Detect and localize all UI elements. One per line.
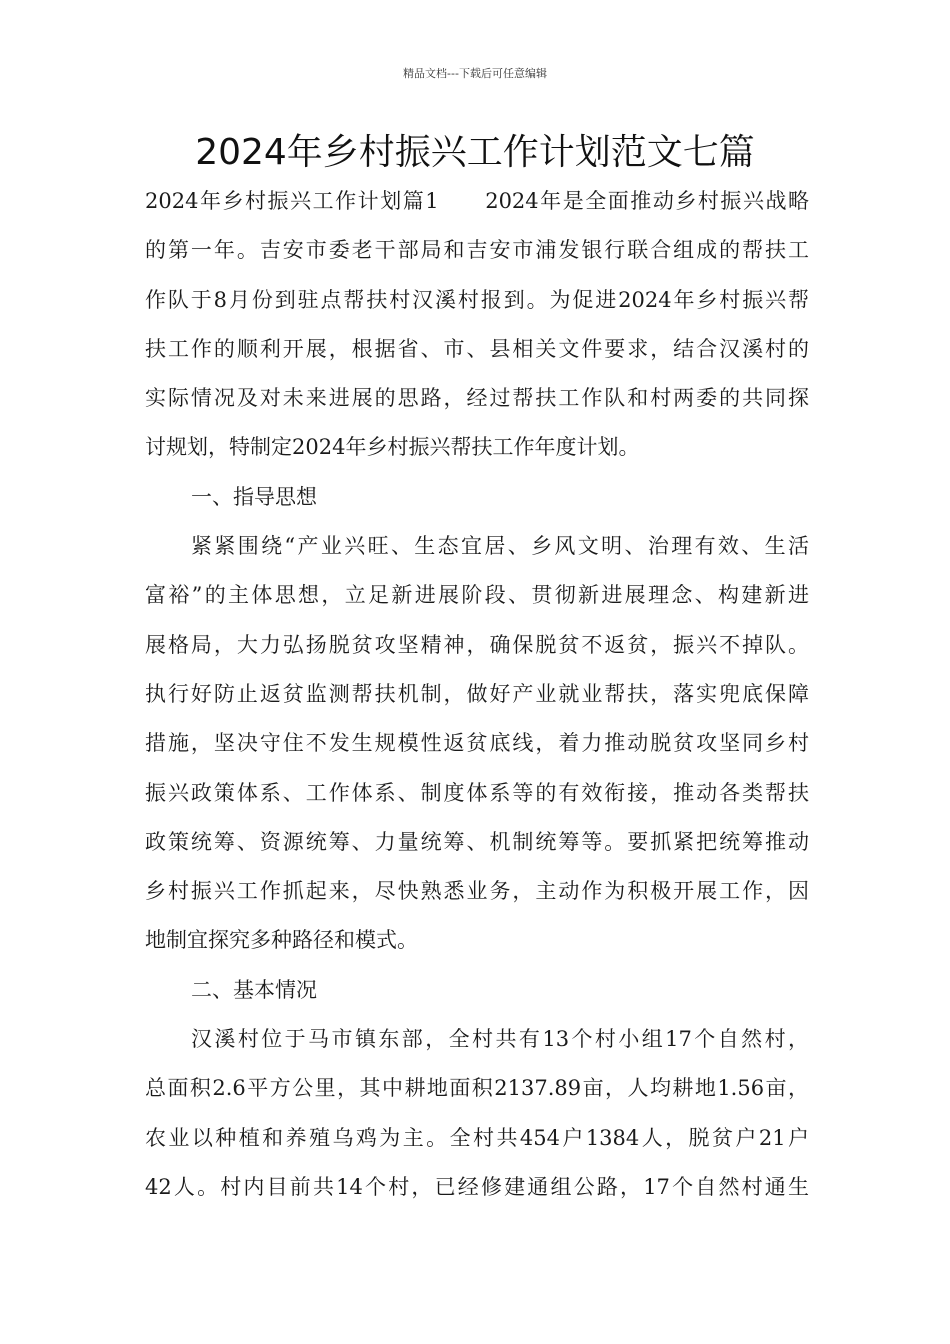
body-text-line: 汉溪村位于马市镇东部，全村共有13个村小组17个自然村， (191, 1027, 809, 1052)
body-text-line: 扶工作的顺利开展，根据省、市、县相关文件要求，结合汉溪村的 (145, 336, 809, 361)
body-text-line: 实际情况及对未来进展的思路，经过帮扶工作队和村两委的共同探 (145, 386, 809, 411)
body-text-line: 展格局，大力弘扬脱贫攻坚精神，确保脱贫不返贫，振兴不掉队。 (145, 632, 809, 657)
document-body (145, 177, 809, 1212)
body-text-line: 政策统筹、资源统筹、力量统筹、机制统筹等。要抓紧把统筹推动 (145, 829, 809, 854)
body-text-line: 振兴政策体系、工作体系、制度体系等的有效衔接，推动各类帮扶 (145, 780, 809, 805)
body-text-line: 乡村振兴工作抓起来，尽快熟悉业务，主动作为积极开展工作，因 (145, 879, 809, 904)
body-text-line: 富裕”的主体思想，立足新进展阶段、贯彻新进展理念、构建新进 (145, 583, 809, 608)
document-title: 2024年乡村振兴工作计划范文七篇 (195, 132, 755, 173)
body-text-line: 总面积2.6平方公里，其中耕地面积2137.89亩，人均耕地1.56亩， (145, 1076, 809, 1101)
body-text-line: 农业以种植和养殖乌鸡为主。全村共454户1384人，脱贫户21户 (145, 1125, 809, 1150)
body-text-line: 执行好防止返贫监测帮扶机制，做好产业就业帮扶，落实兜底保障 (145, 681, 809, 706)
body-text-line: 地制宜探究多种路径和模式。 (145, 928, 418, 953)
body-text-line: 的第一年。吉安市委老干部局和吉安市浦发银行联合组成的帮扶工 (145, 238, 809, 263)
page-header-note: 精品文档---下载后可任意编辑 (403, 67, 547, 80)
body-text-line: 二、基本情况 (191, 977, 317, 1002)
body-text-line: 讨规划，特制定2024年乡村振兴帮扶工作年度计划。 (145, 435, 640, 460)
body-text-line: 2024年乡村振兴工作计划篇1 2024年是全面推动乡村振兴战略 (145, 189, 809, 213)
body-text-line: 作队于8月份到驻点帮扶村汉溪村报到。为促进2024年乡村振兴帮 (145, 287, 809, 312)
body-text-line: 措施，坚决守住不发生规模性返贫底线，着力推动脱贫攻坚同乡村 (145, 731, 809, 756)
body-text-line: 一、指导思想 (191, 484, 317, 509)
body-text-line: 42人。村内目前共14个村，已经修建通组公路，17个自然村通生 (145, 1174, 809, 1199)
body-text-line: 紧紧围绕“产业兴旺、生态宜居、乡风文明、治理有效、生活 (191, 534, 809, 559)
